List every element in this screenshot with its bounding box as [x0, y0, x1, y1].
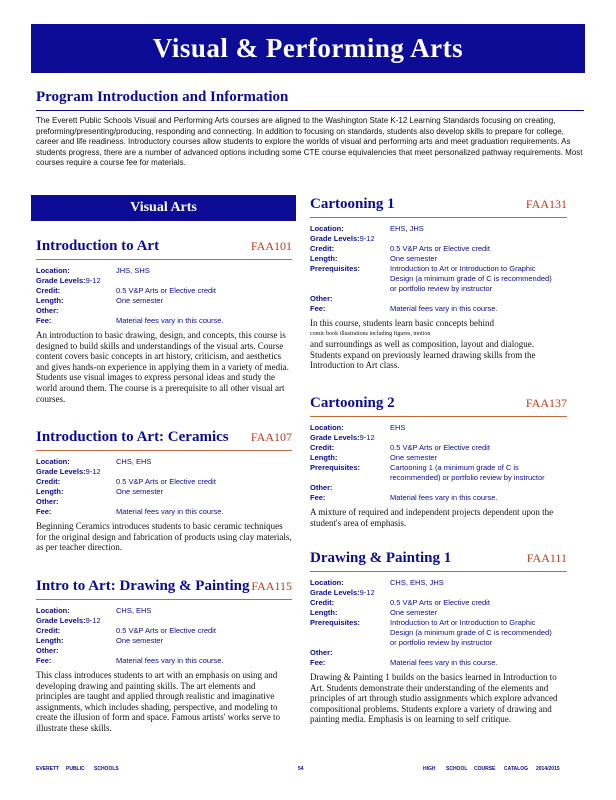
label-prerequisites: Prerequisites: — [310, 463, 361, 472]
program-intro-text: The Everett Public Schools Visual and Performing Arts courses are aligned to the Washington State K-12 Learning Standards focusing on creating, preforming/presenting/producing, responding and connecting. In addition to focusing on standards, students also develop skills to prepare for college, career and life readiness. Introductory courses allow students to explore the worlds of visual and performing arts and meet graduation requirements. As students progress, there are a number of advanced options including some CTE course equivalencies that meet personalized pathway requirements. Most courses require a course fee for materials. — [36, 116, 583, 168]
label-credit: Credit: — [36, 286, 61, 295]
length-value: One semester — [390, 608, 438, 617]
course-code: FAA101 — [250, 239, 292, 253]
location-value: EHS, JHS — [390, 224, 424, 233]
label-location: Location: — [36, 266, 70, 275]
label-length: Length: — [36, 636, 64, 645]
course-code: FAA115 — [251, 579, 292, 593]
footer-text: SCHOOL — [446, 766, 468, 772]
label-other: Other: — [36, 497, 59, 506]
label-prerequisites: Prerequisites: — [310, 264, 361, 273]
grade-value: 9-12 — [359, 588, 375, 597]
course-info — [310, 224, 567, 314]
fee-value: Material fees vary in this course. — [116, 656, 224, 665]
label-credit: Credit: — [310, 598, 335, 607]
course-code: FAA111 — [526, 551, 567, 565]
course-description: An introduction to basic drawing, design, and concepts, this course is designed to build skills and understandings of the visual arts. Course content covers basic concepts in art history, criticism, and aesthetics and gives hands-on experience in applying them in a variety of media. Students use visual images to express personal ideas and study the world around them. The course is a prerequisite to all other visual art courses. — [36, 330, 289, 404]
course-info — [310, 578, 567, 668]
label-fee: Fee: — [310, 658, 326, 667]
fee-value: Material fees vary in this course. — [116, 316, 224, 325]
course-code: FAA137 — [525, 396, 567, 410]
label-location: Location: — [36, 606, 70, 615]
label-location: Location: — [310, 224, 344, 233]
location-value: EHS — [390, 423, 406, 432]
credit-value: 0.5 V&P Arts or Elective credit — [390, 244, 490, 253]
label-credit: Credit: — [36, 626, 61, 635]
label-grade: Grade Levels: — [310, 588, 360, 597]
course-ceramics — [36, 429, 292, 553]
course-title: Introduction to Art: Ceramics — [36, 429, 229, 445]
page-footer — [36, 766, 584, 778]
length-value: One semester — [116, 296, 164, 305]
grade-value: 9-12 — [359, 433, 375, 442]
label-length: Length: — [36, 487, 64, 496]
label-fee: Fee: — [310, 493, 326, 502]
label-length: Length: — [310, 254, 338, 263]
grade-value: 9-12 — [359, 234, 375, 243]
course-drawing-painting-1 — [310, 550, 567, 725]
label-location: Location: — [36, 457, 70, 466]
label-grade: Grade Levels: — [310, 234, 360, 243]
location-value: CHS, EHS — [116, 457, 152, 466]
footer-text: CATALOG — [504, 766, 528, 772]
page-banner: Visual & Performing Arts — [31, 24, 585, 73]
label-credit: Credit: — [310, 244, 335, 253]
course-title: Intro to Art: Drawing & Painting — [36, 578, 250, 594]
length-value: One semester — [116, 487, 164, 496]
label-grade: Grade Levels: — [36, 616, 86, 625]
label-other: Other: — [36, 306, 59, 315]
credit-value: 0.5 V&P Arts or Elective credit — [390, 598, 490, 607]
course-title: Cartooning 2 — [310, 395, 395, 411]
label-length: Length: — [310, 608, 338, 617]
course-description: A mixture of required and independent projects dependent upon the student's area of emphasis. — [310, 507, 554, 528]
credit-value: 0.5 V&P Arts or Elective credit — [390, 443, 490, 452]
label-location: Location: — [310, 423, 344, 432]
fee-value: Material fees vary in this course. — [390, 658, 498, 667]
course-info — [36, 266, 292, 326]
course-intro-to-art — [36, 238, 292, 404]
prerequisites-value: Introduction to Art or Introduction to Graphic Design (a minimum grade of C is recommended) or portfolio review by instructor — [390, 264, 552, 293]
grade-value: 9-12 — [85, 467, 101, 476]
label-grade: Grade Levels: — [310, 433, 360, 442]
label-location: Location: — [310, 578, 344, 587]
label-fee: Fee: — [36, 656, 52, 665]
course-info — [36, 457, 292, 517]
course-code: FAA107 — [250, 430, 292, 444]
label-prerequisites: Prerequisites: — [310, 618, 361, 627]
course-description: Beginning Ceramics introduces students to basic ceramic techniques for the original design and fabrication of products using clay materials, as per teacher direction. — [36, 521, 292, 553]
location-value: CHS, EHS, JHS — [390, 578, 444, 587]
footer-text: 2014/2015 — [536, 766, 560, 772]
location-value: CHS, EHS — [116, 606, 152, 615]
footer-text: EVERETT — [36, 766, 60, 772]
grade-value: 9-12 — [85, 276, 101, 285]
course-code: FAA131 — [525, 197, 567, 211]
course-drawing-painting-intro — [36, 578, 292, 734]
course-info — [36, 606, 292, 666]
label-fee: Fee: — [36, 316, 52, 325]
length-value: One semester — [116, 636, 164, 645]
label-fee: Fee: — [36, 507, 52, 516]
location-value: JHS, SHS — [116, 266, 150, 275]
fee-value: Material fees vary in this course. — [116, 507, 224, 516]
course-description: This class introduces students to art with an emphasis on using and developing drawing and painting skills. The art elements and principles are taught and applied through realistic and imaginative assignments, which includes shading, perspective, and modeling to create the illusion of form and space. Famous artists' works serve to illustrate these skills. — [36, 670, 281, 733]
page-number: 54 — [298, 766, 304, 772]
footer-text: COURSE — [474, 766, 496, 772]
footer-text: SCHOOLS — [94, 766, 119, 772]
course-title: Cartooning 1 — [310, 196, 395, 212]
description-small-line: comic book illustrations including figures, motion — [310, 330, 431, 337]
label-credit: Credit: — [36, 477, 61, 486]
label-fee: Fee: — [310, 304, 326, 313]
description-line: In this course, students learn basic concepts behind — [310, 318, 494, 328]
course-cartooning-2 — [310, 395, 567, 528]
label-other: Other: — [36, 646, 59, 655]
course-cartooning-1 — [310, 196, 567, 371]
fee-value: Material fees vary in this course. — [390, 493, 498, 502]
label-other: Other: — [310, 294, 333, 303]
description-line: and surroundings as well as composition, layout and dialogue. Students expand on previously learned drawing skills from the Introduction to Art class. — [310, 339, 536, 371]
prerequisites-value: Introduction to Art or Introduction to Graphic Design (a minimum grade of C is recommended) or portfolio review by instructor — [390, 618, 552, 647]
course-description — [310, 318, 567, 371]
grade-value: 9-12 — [85, 616, 101, 625]
length-value: One semester — [390, 254, 438, 263]
footer-text: HIGH — [423, 766, 436, 772]
label-other: Other: — [310, 648, 333, 657]
length-value: One semester — [390, 453, 438, 462]
course-description: Drawing & Painting 1 builds on the basics learned in Introduction to Art. Students demonstrate their understanding of the elements and principles of art through studio assignments which explore advanced compositional problems. Students explore a variety of drawing and painting media. Emphasis is on learning to self critique. — [310, 672, 558, 725]
label-credit: Credit: — [310, 443, 335, 452]
footer-text: PUBLIC — [66, 766, 85, 772]
fee-value: Material fees vary in this course. — [390, 304, 498, 313]
course-title: Introduction to Art — [36, 238, 160, 254]
course-title: Drawing & Painting 1 — [310, 550, 452, 566]
label-grade: Grade Levels: — [36, 467, 86, 476]
credit-value: 0.5 V&P Arts or Elective credit — [116, 626, 216, 635]
label-grade: Grade Levels: — [36, 276, 86, 285]
program-intro-title: Program Introduction and Information — [36, 89, 584, 111]
prerequisites-value: Cartooning 1 (a minimum grade of C is recommended) or portfolio review by instructor — [390, 463, 545, 482]
credit-value: 0.5 V&P Arts or Elective credit — [116, 477, 216, 486]
visual-arts-header: Visual Arts — [31, 195, 296, 221]
label-length: Length: — [36, 296, 64, 305]
course-info — [310, 423, 567, 503]
label-other: Other: — [310, 483, 333, 492]
label-length: Length: — [310, 453, 338, 462]
credit-value: 0.5 V&P Arts or Elective credit — [116, 286, 216, 295]
